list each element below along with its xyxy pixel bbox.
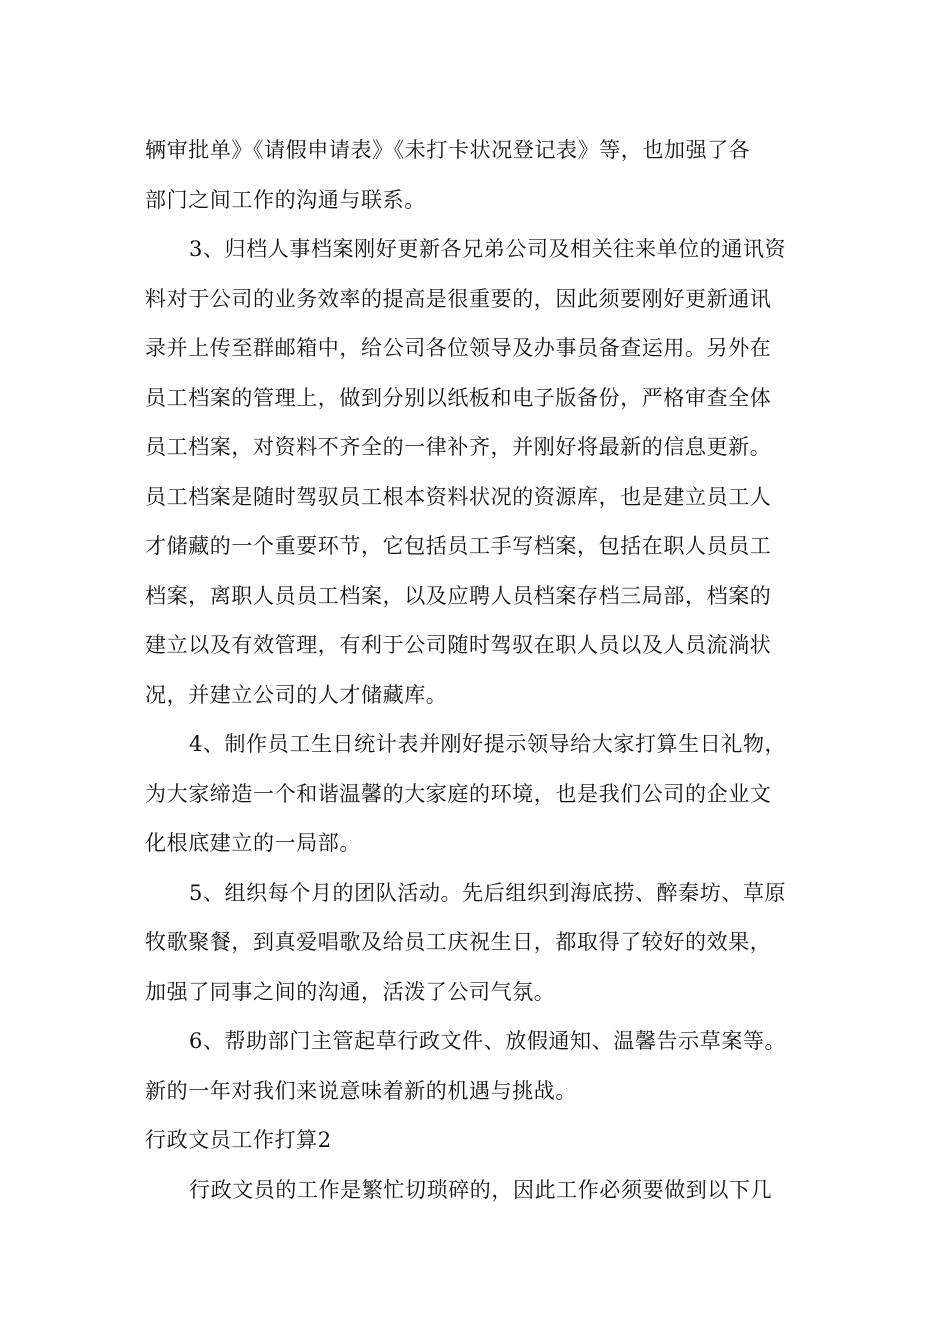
- text-line: 才储藏的一个重要环节，它包括员工手写档案，包括在职人员员工: [145, 534, 772, 558]
- text-line: 部门之间工作的沟通与联系。: [145, 187, 426, 212]
- text-line: 员工档案，对资料不齐全的一律补齐，并刚好将最新的信息更新。: [145, 435, 772, 459]
- document-body: [145, 126, 810, 1215]
- text-line: 录并上传至群邮箱中，给公司各位领导及办事员备查运用。另外在: [145, 336, 772, 360]
- section-heading: 行政文员工作打算2: [145, 1128, 332, 1152]
- text-line: 辆审批单》《请假申请表》《未打卡状况登记表》等，也加强了各: [145, 138, 751, 162]
- paragraph-item-5: 5、组织每个月的团队活动。先后组织到海底捞、醉秦坊、草原: [189, 880, 787, 905]
- text-line: 加强了同事之间的沟通，活泼了公司气氛。: [145, 979, 556, 1004]
- text-line: 化根底建立的一局部。: [145, 831, 361, 855]
- paragraph-item-3: 3、归档人事档案刚好更新各兄弟公司及相关往来单位的通讯资: [189, 237, 787, 261]
- text-line: 员工档案是随时驾驭员工根本资料状况的资源库，也是建立员工人: [145, 484, 772, 509]
- text-line: 况，并建立公司的人才储藏库。: [145, 682, 448, 707]
- text-line: 牧歌聚餐，到真爱唱歌及给员工庆祝生日，都取得了较好的效果，: [145, 930, 772, 954]
- text-line: 建立以及有效管理，有利于公司随时驾驭在职人员以及人员流淌状: [145, 633, 772, 657]
- paragraph-item-4: 4、制作员工生日统计表并刚好提示领导给大家打算生日礼物，: [189, 732, 787, 756]
- paragraph-item-6: 6、帮助部门主管起草行政文件、放假通知、温馨告示草案等。: [189, 1029, 787, 1053]
- text-line: 新的一年对我们来说意味着新的机遇与挑战。: [145, 1078, 577, 1103]
- text-line: 员工档案的管理上，做到分别以纸板和电子版备份，严格审查全体: [145, 385, 772, 410]
- text-line: 为大家缔造一个和谐温馨的大家庭的环境，也是我们公司的企业文: [145, 781, 772, 806]
- text-line: 料对于公司的业务效率的提高是很重要的，因此须要刚好更新通讯: [145, 286, 772, 311]
- text-line: 档案，离职人员员工档案，以及应聘人员档案存档三局部，档案的: [145, 583, 772, 608]
- paragraph-start: 行政文员的工作是繁忙切琐碎的，因此工作必须要做到以下几: [189, 1177, 773, 1202]
